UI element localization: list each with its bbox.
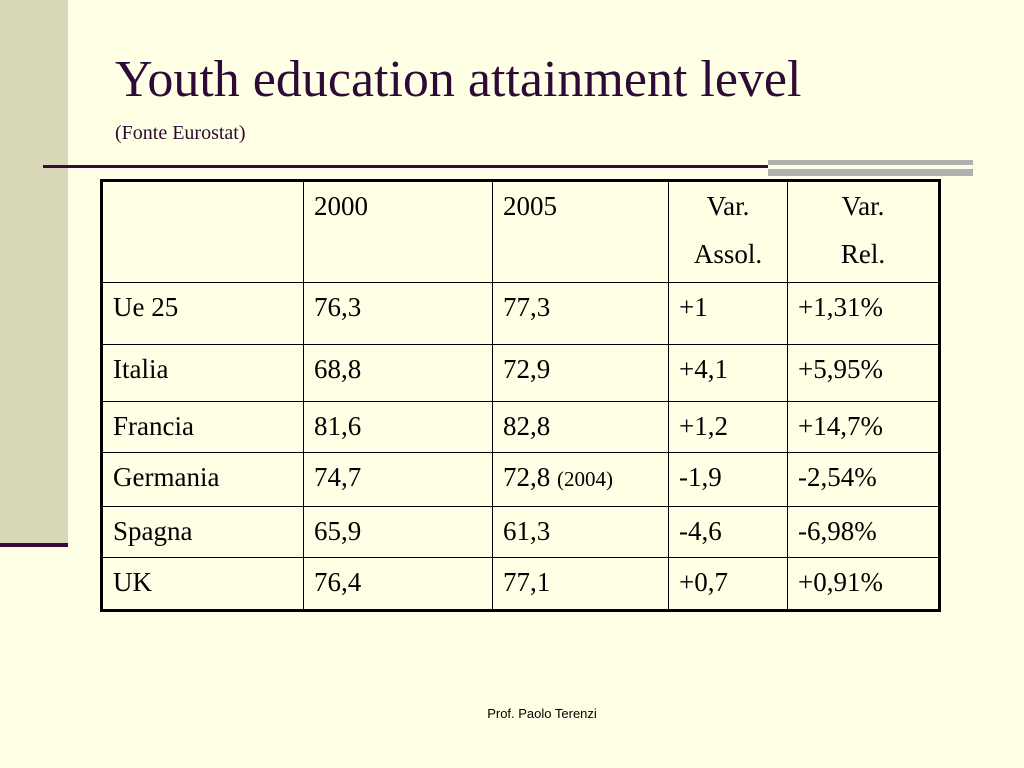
header-2005: 2005 <box>493 181 669 283</box>
header-var-assol <box>669 181 788 283</box>
country-cell: Ue 25 <box>102 283 304 345</box>
left-decorative-rule <box>0 543 68 547</box>
value-2005-cell <box>493 453 669 507</box>
value-2005-cell <box>493 558 669 611</box>
slide-title: Youth education attainment level <box>115 51 802 108</box>
header-var-rel-line1: Var. <box>841 191 885 221</box>
value-2005: 61,3 <box>503 516 551 546</box>
var-assol-cell: -4,6 <box>669 507 788 558</box>
value-2000-cell: 81,6 <box>304 402 493 453</box>
var-rel-cell: -6,98% <box>788 507 940 558</box>
var-rel-cell: +5,95% <box>788 345 940 402</box>
value-2005-cell <box>493 345 669 402</box>
value-2000-cell: 74,7 <box>304 453 493 507</box>
value-2000-cell: 65,9 <box>304 507 493 558</box>
table-row <box>102 402 940 453</box>
var-rel-cell: -2,54% <box>788 453 940 507</box>
value-2000-cell: 68,8 <box>304 345 493 402</box>
var-assol-cell: +0,7 <box>669 558 788 611</box>
var-rel-cell: +1,31% <box>788 283 940 345</box>
table-header-row <box>102 181 940 283</box>
header-var-assol-line1: Var. <box>706 191 750 221</box>
title-divider-accent <box>768 160 973 176</box>
header-2000: 2000 <box>304 181 493 283</box>
table-row <box>102 283 940 345</box>
slide-subtitle: (Fonte Eurostat) <box>115 122 246 144</box>
value-2000-cell: 76,3 <box>304 283 493 345</box>
country-cell: Francia <box>102 402 304 453</box>
header-corner-cell <box>102 181 304 283</box>
table-row <box>102 453 940 507</box>
value-2000-cell: 76,4 <box>304 558 493 611</box>
value-2005: 77,3 <box>503 292 551 322</box>
country-cell: Germania <box>102 453 304 507</box>
value-2005-cell <box>493 507 669 558</box>
value-2005-cell <box>493 402 669 453</box>
var-assol-cell: +1,2 <box>669 402 788 453</box>
title-divider <box>43 165 773 168</box>
value-2005: 72,9 <box>503 354 551 384</box>
header-var-rel-line2: Rel. <box>840 239 886 269</box>
attainment-table <box>100 179 941 612</box>
var-assol-cell: +4,1 <box>669 345 788 402</box>
table-row <box>102 558 940 611</box>
country-cell: Spagna <box>102 507 304 558</box>
var-assol-cell: -1,9 <box>669 453 788 507</box>
table-row <box>102 345 940 402</box>
left-decorative-band <box>0 0 68 545</box>
header-var-rel <box>788 181 940 283</box>
value-2005: 82,8 <box>503 411 551 441</box>
value-2005-note: (2004) <box>557 467 613 491</box>
var-rel-cell: +0,91% <box>788 558 940 611</box>
var-rel-cell: +14,7% <box>788 402 940 453</box>
var-assol-cell: +1 <box>669 283 788 345</box>
value-2005: 72,8 <box>503 462 551 492</box>
country-cell: Italia <box>102 345 304 402</box>
slide-footer: Prof. Paolo Terenzi <box>487 706 597 721</box>
country-cell: UK <box>102 558 304 611</box>
header-var-assol-line2: Assol. <box>693 239 763 269</box>
value-2005-cell <box>493 283 669 345</box>
value-2005: 77,1 <box>503 567 551 597</box>
table-row <box>102 507 940 558</box>
